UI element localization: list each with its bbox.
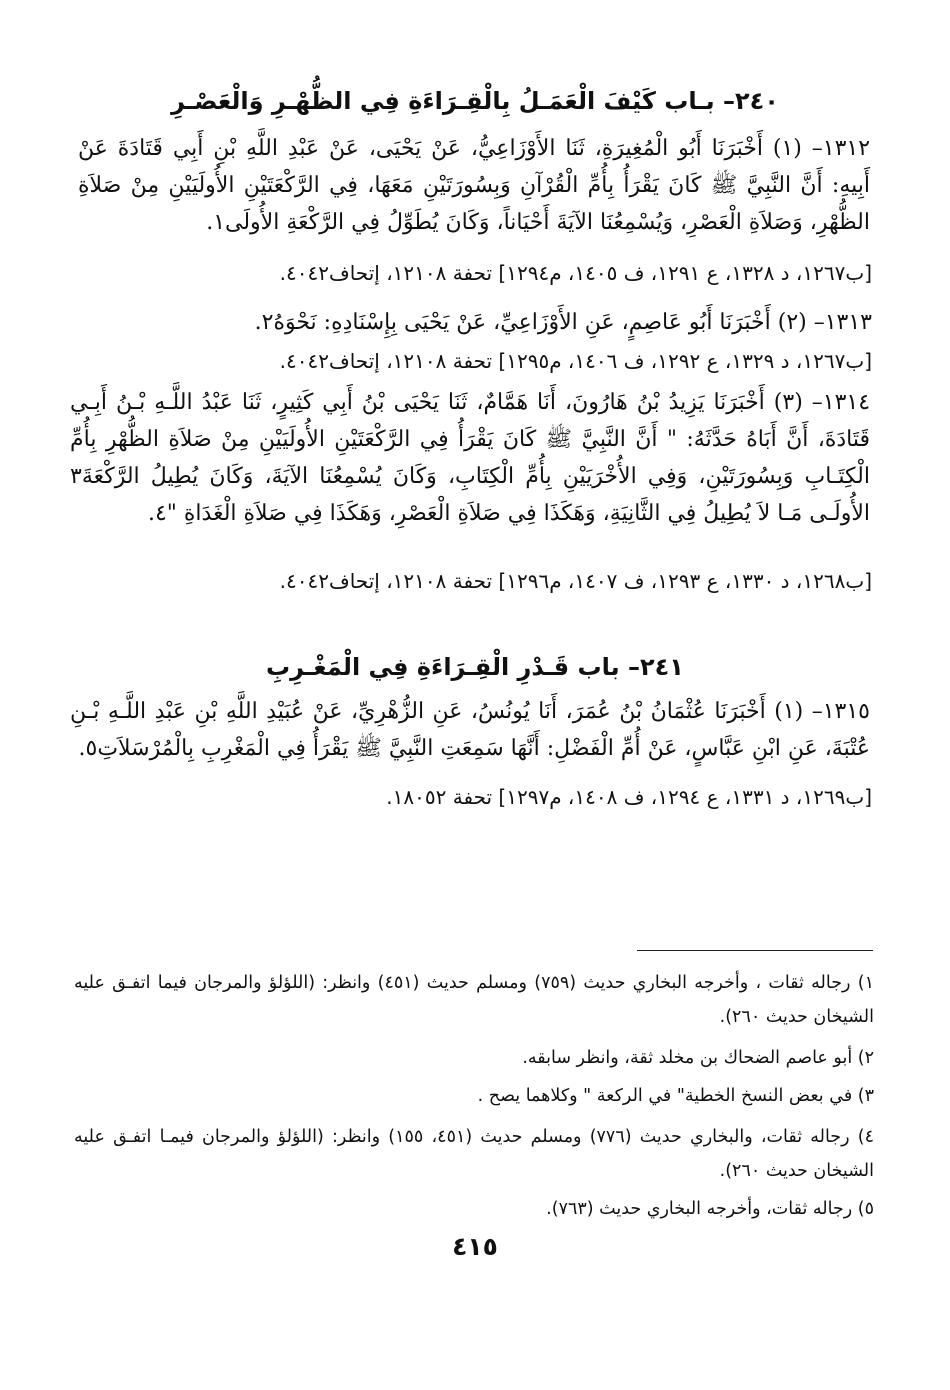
footnote-3: ٣) في بعض النسخ الخطية" في الركعة " وكلاهما يصح . bbox=[477, 1086, 874, 1106]
hadith-1314-reference: [ب١٢٦٨، د ١٣٣٠، ع ١٢٩٣، ف ١٤٠٧، م١٢٩٦] تحفة ١٢١٠٨، إتحاف٤٠٤٢. bbox=[279, 569, 872, 593]
chapter-240-title: ٢٤٠– بـاب كَيْفَ الْعَمَـلُ بِالْقِـرَاءَةِ فِي الظُّهْـرِ وَالْعَصْـرِ bbox=[171, 87, 779, 115]
footnote-1: ١) رجاله ثقات ، وأخرجه البخاري حديث (٧٥٩) ومسلم حديث (٤٥١) وانظر: (اللؤلؤ والمرجان فيما اتفـق عليه الشيخان حديث ٢٦٠). bbox=[74, 973, 874, 1027]
hadith-1315-text: ١٣١٥– (١) أَخْبَرَنَا عُثْمَانُ بْنُ عُمَرَ، أَنَا يُونُسُ، عَنِ الزُّهْرِيِّ، عَنْ عُبَيْدِ اللَّهِ بْنِ عَبْدِ اللَّـهِ بْـنِ عُتْبَةَ، عَنِ ابْنِ عَبَّاسٍ، عَنْ أُمِّ الْفَضْلِ: أَنَّهَا سَمِعَتِ النَّبِيَّ ﷺ يَقْرَأُ فِي الْمَغْرِبِ بِالْمُرْسَلاَتِ٥. bbox=[70, 699, 870, 761]
footnote-4: ٤) رجاله ثقات، والبخاري حديث (٧٧٦) ومسلم حديث (٤٥١، ١٥٥) وانظر: (اللؤلؤ والمرجان فيمـا اتفـق عليه الشيخان حديث ٢٦٠). bbox=[74, 1127, 874, 1181]
hadith-1314-text: ١٣١٤– (٣) أَخْبَرَنَا يَزِيدُ بْنُ هَارُونَ، أَنَا هَمَّامٌ، ثَنَا يَحْيَى بْنُ أَبِي كَثِيرٍ، ثَنَا عَبْدُ اللَّـهِ بْـنُ أَبِـي قَتَادَةَ، أَنَّ أَبَاهُ حَدَّثَهُ: " أَنَّ النَّبِيَّ ﷺ كَانَ يَقْرَأُ فِي الرَّكْعَتَيْنِ الأُولَيَيْنِ مِنْ صَلاَةِ الظُّهْرِ بِأُمِّ الْكِتَـابِ وَبِسُورَتَيْنِ، وَفِي الأُخْرَيَيْنِ بِأُمِّ الْكِتَابِ، وَكَانَ يُسْمِعُنَا الآيَةَ، وَكَانَ يُطِيلُ الرَّكْعَةَ٣ الأُولَـى مَـا لاَ يُطِيلُ فِي الثَّانِيَةِ، وَهَكَذَا فِي صَلاَةِ الْعَصْرِ، وَهَكَذَا فِي صَلاَةِ الْغَدَاةِ "٤. bbox=[70, 390, 871, 526]
footnote-divider bbox=[637, 950, 873, 951]
hadith-1315-reference: [ب١٢٦٩، د ١٣٣١، ع ١٢٩٤، ف ١٤٠٨، م١٢٩٧] تحفة ١٨٠٥٢. bbox=[386, 785, 872, 809]
footnote-5: ٥) رجاله ثقات، وأخرجه البخاري حديث (٧٦٣). bbox=[546, 1199, 874, 1219]
hadith-1313-text: ١٣١٣– (٢) أَخْبَرَنَا أَبُو عَاصِمٍ، عَنِ الأَوْزَاعِيِّ، عَنْ يَحْيَى بِإِسْنَادِهِ: نَحْوَهُ٢. bbox=[254, 310, 872, 335]
page-number: ٤١٥ bbox=[452, 1232, 498, 1261]
footnote-2: ٢) أبو عاصم الضحاك بن مخلد ثقة، وانظر سابقه. bbox=[522, 1048, 874, 1068]
hadith-1312-text: ١٣١٢– (١) أَخْبَرَنَا أَبُو الْمُغِيرَةِ، ثَنَا الأَوْزَاعِيُّ، عَنْ يَحْيَى، عَنْ عَبْدِ اللَّهِ بْنِ أَبِي قَتَادَةَ عَنْ أَبِيهِ: أَنَّ النَّبِيَّ ﷺ كَانَ يَقْرَأُ بِأُمِّ الْقُرْآنِ وَبِسُورَتَيْنِ مَعَهَا، فِي الرَّكْعَتَيْنِ الأُولَيَيْنِ مِنْ صَلاَةِ الظُّهْرِ، وَصَلاَةِ الْعَصْرِ، وَيُسْمِعُنَا الآيَةَ أَحْيَاناً، وَكَانَ يُطَوِّلُ فِي الرَّكْعَةِ الأُولَى١. bbox=[78, 136, 871, 235]
hadith-1313-reference: [ب١٢٦٧، د ١٣٢٩، ع ١٢٩٢، ف ١٤٠٦، م١٢٩٥] تحفة ١٢١٠٨، إتحاف٤٠٤٢. bbox=[279, 349, 872, 373]
chapter-241-title: ٢٤١– باب قَـدْرِ الْقِـرَاءَةِ فِي الْمَغْـرِبِ bbox=[266, 653, 684, 681]
hadith-1312-reference: [ب١٢٦٧، د ١٣٢٨، ع ١٢٩١، ف ١٤٠٥، م١٢٩٤] تحفة ١٢١٠٨، إتحاف٤٠٤٢. bbox=[279, 261, 872, 285]
